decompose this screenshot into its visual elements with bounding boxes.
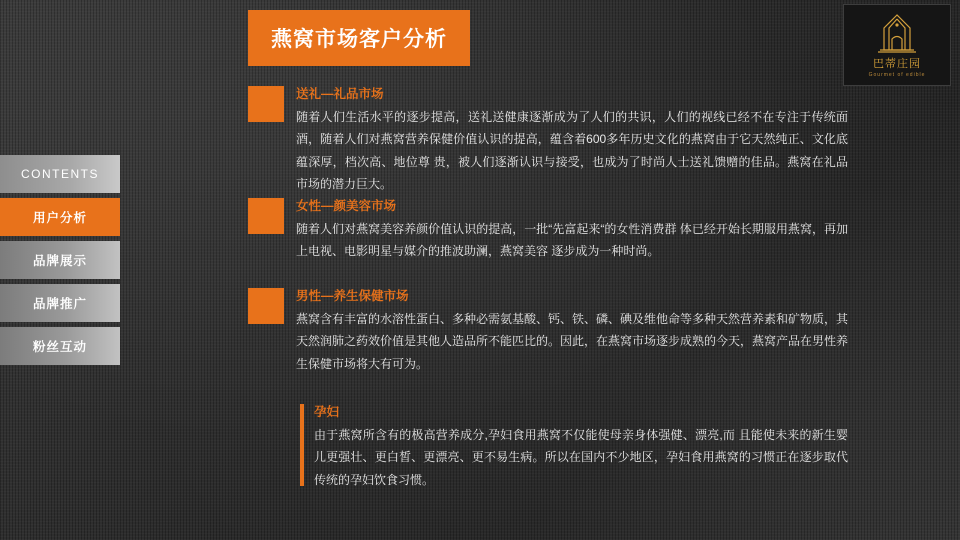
block-paragraph: 燕窝含有丰富的水溶性蛋白、多种必需氨基酸、钙、铁、磷、碘及维他命等多种天然营养素和矿物质，其天然润肺之药效价值是其他人造品所不能匹比的。因此，在燕窝市场逐步成熟的今天，燕窝产品在男性养生保健市场将大有可为。 [296, 312, 849, 371]
block-heading: 男性—养生保健市场 [296, 289, 409, 303]
content-block-gift-market [248, 86, 848, 195]
sidebar-item-brand-display[interactable]: 品牌展示 [0, 241, 120, 279]
block-body [314, 404, 848, 491]
temple-logo-icon [866, 12, 928, 54]
block-heading: 送礼—礼品市场 [296, 87, 384, 101]
sidebar-item-fan-interaction[interactable]: 粉丝互动 [0, 327, 120, 365]
content-block-male-health-market [248, 288, 848, 375]
block-body [296, 288, 848, 375]
sidebar-item-brand-promotion[interactable]: 品牌推广 [0, 284, 120, 322]
brand-tagline: Gourmet of edible [868, 72, 926, 78]
brand-logo [843, 4, 951, 86]
block-heading: 女性—颜美容市场 [296, 199, 397, 213]
sidebar-header: CONTENTS [0, 155, 120, 193]
block-heading: 孕妇 [314, 405, 340, 419]
sidebar-item-user-analysis[interactable]: 用户分析 [0, 198, 120, 236]
block-marker-bar [300, 404, 304, 486]
block-marker-square [248, 86, 284, 122]
slide-title-banner [248, 10, 470, 66]
content-block-pregnant-women [300, 404, 848, 491]
block-marker-square [248, 288, 284, 324]
block-body [296, 86, 848, 195]
brand-name: 巴蒂庄园 [873, 58, 921, 70]
block-body [296, 198, 848, 263]
block-paragraph: 由于燕窝所含有的极高营养成分,孕妇食用燕窝不仅能使母亲身体强健、漂亮,而 且能使未来的新生婴儿更强壮、更白皙、更漂亮、更不易生病。所以在国内不少地区，孕妇食用燕窝的习惯正在逐步取代传统的孕妇饮食习惯。 [314, 428, 848, 487]
block-paragraph: 随着人们生活水平的逐步提高，送礼送健康逐渐成为了人们的共识，人们的视线已经不在专注于传统面酒，随着人们对燕窝营养保健价值认识的提高，蕴含着600多年历史文化的燕窝由于它天然纯正、文化底蕴深厚，档次高、地位尊 贵，被人们逐渐认识与接受，也成为了时尚人士送礼馈赠的佳品。燕窝在礼品市场的潜力巨大。 [296, 110, 848, 191]
block-marker-square [248, 198, 284, 234]
sidebar [0, 155, 120, 370]
block-paragraph: 随着人们对燕窝美容养颜价值认识的提高，一批“先富起来“的女性消费群 体已经开始长期服用燕窝，再加上电视、电影明星与媒介的推波助澜，燕窝美容 逐步成为一种时尚。 [296, 222, 848, 259]
page-title: 燕窝市场客户分析 [271, 28, 447, 51]
content-block-female-beauty-market [248, 198, 848, 263]
